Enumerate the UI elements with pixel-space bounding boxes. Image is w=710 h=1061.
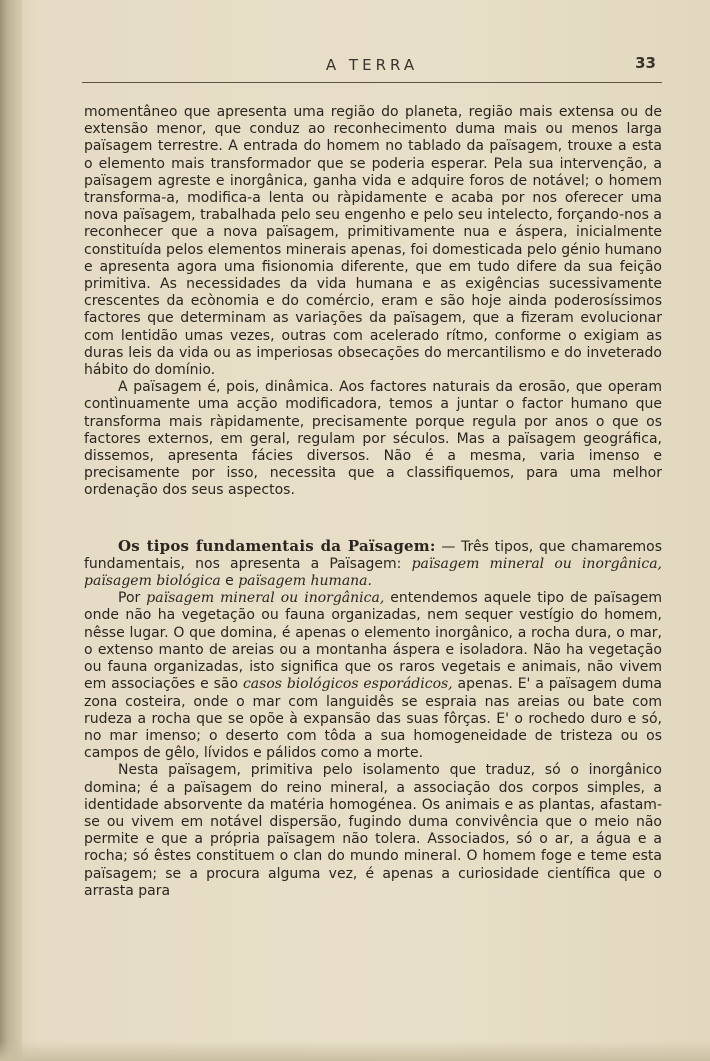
paragraph-1: momentâneo que apresenta uma região do planeta, região mais extensa ou de extensão menor, que conduz ao reconhecimento duma mais ou menos larga païsagem terrestre. A entrada do homem no tablado da païsagem, trouxe a esta o elemento mais transformador que se poderia esperar. Pela sua intervenção, a païsagem agreste e inorgânica, ganha vida e adquire foros de notável; o homem transforma-a, modifica-a lenta ou ràpidamente e acaba por nos oferecer uma nova païsagem, trabalhada pelo seu engenho e pelo seu intelecto, forçando-nos a reconhecer que a nova païsagem, primitivamente nua e áspera, inicialmente constituída pelos elementos minerais apenas, foi domesticada pelo génio humano e apresenta agora uma fisionomia diferente, que em tudo difere da sua feição primitiva. As necessidades da vida humana e as exigências sucessivamente crescentes da ecònomia e do comércio, eram e são hoje ainda poderosíssimos factores que determinam as variações da païsagem, que a fizeram evolucionar com lentidão umas vezes, outras com acelerado rítmo, conforme o exigiam as duras leis da vida ou as imperiosas obsecações do mercantilismo e do inveterado hábito do domínio. — [84, 104, 662, 379]
paragraph-3-emphasis-2: casos biológicos esporádicos, — [242, 676, 453, 693]
paragraph-3-text-c: apenas. E' a païsagem duma zona costeira, onde o mar com languidês se espraia nas areias ou bate com rudeza a rocha que se opõe à expansão das suas fôrças. E' o rochedo duro e só, no mar imenso; o deserto com tôda a sua homogeneidade de tristeza ou os campos de gêlo, lívidos e pálidos como a morte. — [84, 676, 662, 762]
section-spacer — [84, 500, 662, 538]
section-intro-emphasis: païsagem mineral ou inorgânica, païsagem biológica — [84, 555, 663, 590]
paragraph-3-text-b: entendemos aquele tipo de païsagem onde não ha vegetação ou fauna organizadas, nem sequer vestígio do homem, nêsse lugar. O que domina, é apenas o elemento inorgânico, a rocha dura, o mar, o extenso manto de areias ou a montanha áspera e isoladora. Não ha vegetação ou fauna organizadas, isto significa que os raros vegetais e animais, não vivem em associações e são — [84, 590, 662, 693]
section-intro-conjunction: e — [220, 573, 239, 590]
page-header — [82, 52, 662, 82]
body-text — [84, 104, 662, 900]
running-title: A TERRA — [325, 56, 419, 74]
section-intro-text: Três tipos, que chamaremos fundamentais, nos apresenta a Païsagem: — [84, 538, 662, 572]
page-gutter-shadow — [0, 0, 22, 1061]
paragraph-2: A païsagem é, pois, dinâmica. Aos factores naturais da erosão, que operam contìnuamente uma acção modificadora, temos a juntar o factor humano que transforma mais ràpidamente, precisamente porque regula por anos o que os factores externos, em geral, regulam por séculos. Mas a païsagem geográfica, dissemos, apresenta fácies diversos. Não é a mesma, varia imenso e precisamente por isso, necessita que a classifiquemos, para uma melhor ordenação dos seus aspectos. — [84, 379, 662, 499]
page-number: 33 — [635, 54, 656, 72]
section-intro-emphasis-2: païsagem humana. — [238, 573, 372, 590]
section-intro-paragraph — [84, 538, 662, 591]
paragraph-3-text-a: Por — [118, 590, 147, 607]
paragraph-3 — [84, 590, 662, 762]
em-dash: — — [435, 538, 462, 555]
paragraph-4: Nesta païsagem, primitiva pelo isolamento que traduz, só o inorgânico domina; é a païsagem do reino mineral, a associação dos corpos simples, a identidade absorvente da matéria homogénea. Os animais e as plantas, afastam-se ou vivem em notável dispersão, fugindo duma convivência que o meio não permite e que a própria païsagem não tolera. Associados, só o ar, a água e a rocha; só êstes constituem o clan do mundo mineral. O homem foge e teme esta païsagem; se a procura alguma vez, é apenas a curiosidade científica que o arrasta para — [84, 762, 662, 899]
header-rule — [82, 82, 662, 83]
section-heading: Os tipos fundamentais da Païsagem: — [118, 536, 436, 555]
page-bottom-edge — [0, 1041, 710, 1061]
paragraph-3-emphasis: païsagem mineral ou inorgânica, — [146, 590, 385, 607]
